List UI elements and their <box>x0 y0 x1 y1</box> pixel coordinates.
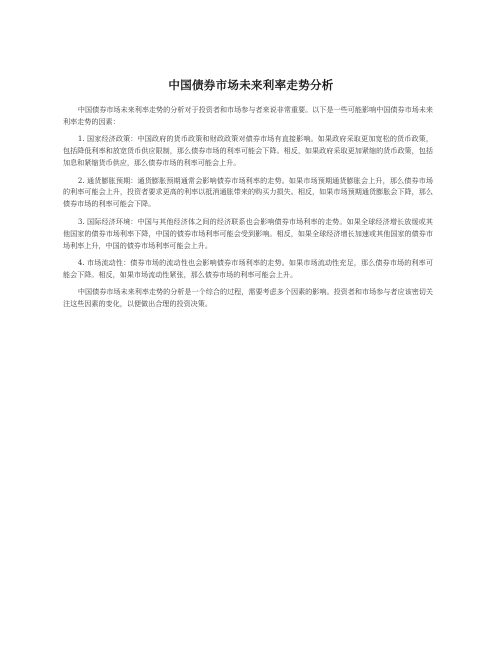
conclusion-paragraph: 中国债券市场未来利率走势的分析是一个综合的过程，需要考虑多个因素的影响。投资者和市场参与者应该密切关注这些因素的变化，以便做出合理的投资决策。 <box>63 287 433 309</box>
factor-paragraph-liquidity: 4. 市场流动性：债券市场的流动性也会影响债券市场利率的走势。如果市场流动性充足，那么债券市场的利率可能会下降。相反，如果市场流动性紧张，那么债券市场的利率可能会上升。 <box>63 257 433 279</box>
document-body <box>63 104 433 316</box>
factor-paragraph-economic-policy: 1. 国家经济政策：中国政府的货币政策和财政政策对债券市场有直接影响。如果政府采取更加宽松的货币政策，包括降低利率和放宽货币供应限制，那么债券市场的利率可能会下降。相反，如果政府采取更加紧缩的货币政策，包括加息和紧缩货币供应，那么债券市场的利率可能会上升。 <box>63 134 433 168</box>
intro-paragraph: 中国债券市场未来利率走势的分析对于投资者和市场参与者来说非常重要。以下是一些可能影响中国债券市场未来利率走势的因素： <box>63 105 433 126</box>
factor-paragraph-international: 3. 国际经济环境：中国与其他经济体之间的经济联系也会影响债券市场利率的走势。如果全球经济增长放缓或其他国家的债券市场利率下降，中国的债券市场利率可能会受到影响。相反，如果全球经济增长加速或其他国家的债券市场利率上升，中国的债券市场利率可能会上升。 <box>63 216 433 250</box>
document-title: 中国债券市场未来利率走势分析 <box>168 78 334 92</box>
factor-paragraph-inflation: 2. 通货膨胀预期：通货膨胀预期通常会影响债券市场利率的走势。如果市场预期通货膨胀会上升，那么债券市场的利率可能会上升，投资者要求更高的利率以抵消通胀带来的购买力损失。相反，如果市场预期通货膨胀会下降，那么债券市场的利率可能会下降。 <box>63 175 433 209</box>
